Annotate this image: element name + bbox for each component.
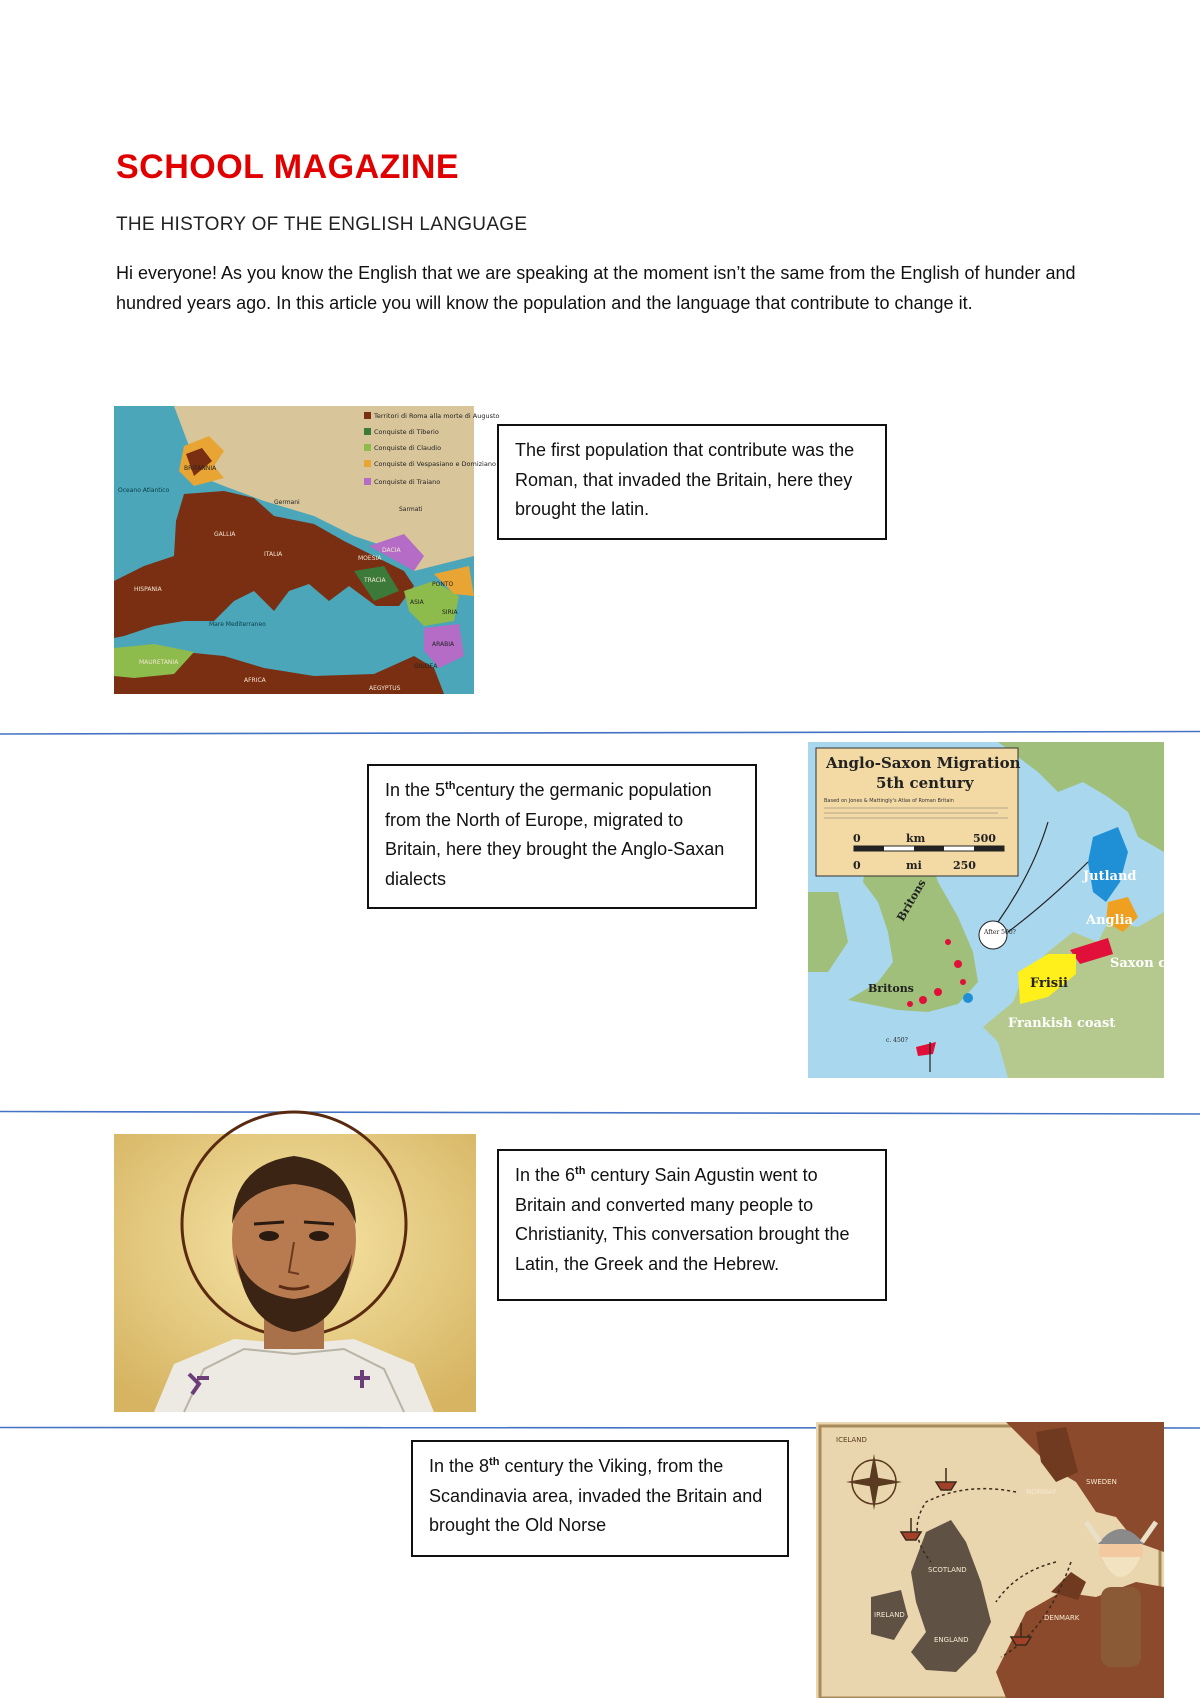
anglo-map-note: Based on Jones & Mattingly's Atlas of Roman Britain (824, 798, 954, 804)
viking-routes-map (816, 1422, 1164, 1698)
caption-vikings (411, 1440, 789, 1557)
caption-vikings-post: century the Viking, from the Scandinavia area, invaded the Britain and brought the Old Norse (429, 1456, 763, 1535)
roman-legend-1: Territori di Roma alla morte di Augusto (374, 412, 500, 420)
roman-label: Germani (274, 499, 300, 506)
caption-anglo-pre: In the 5 (385, 780, 446, 800)
roman-label: AFRICA (244, 677, 266, 684)
roman-label: MAURETANIA (139, 659, 179, 666)
roman-label: BRITANNIA (184, 465, 217, 472)
saint-augustine-icon-painting (114, 1134, 476, 1412)
viking-label: ENGLAND (934, 1636, 969, 1644)
roman-label: TRACIA (364, 577, 386, 584)
anglo-label-c450: c. 450? (886, 1037, 908, 1044)
roman-legend-4: Conquiste di Vespasiano e Domiziano (374, 460, 496, 468)
roman-legend-3: Conquiste di Claudio (374, 444, 442, 452)
roman-label: Sarmati (399, 506, 423, 513)
viking-label: IRELAND (874, 1611, 905, 1619)
roman-label: GIUDEA (414, 663, 438, 670)
caption-roman (497, 424, 887, 540)
roman-label: Mare Mediterraneo (209, 621, 266, 628)
roman-label: PONTO (432, 581, 454, 588)
roman-label: ITALIA (264, 551, 283, 558)
viking-label: ICELAND (836, 1436, 867, 1444)
roman-legend-2: Conquiste di Tiberio (374, 428, 439, 436)
section-divider (0, 1102, 1200, 1106)
anglo-label-after: After 500? (984, 929, 1016, 936)
caption-anglo-sup: th (445, 780, 456, 792)
roman-label: GALLIA (214, 531, 236, 538)
anglo-label-britons: Britons (894, 877, 929, 924)
roman-label: ARABIA (432, 641, 455, 648)
anglo-scale-km-0: 0 (853, 832, 861, 845)
anglo-label-frankish: Frankish coast (1008, 1016, 1116, 1031)
anglo-scale-km-500: 500 (973, 832, 996, 845)
caption-roman-text: The first population that contribute was the Roman, that invaded the Britain, here they brought the latin. (515, 440, 855, 519)
roman-label: DACIA (382, 547, 401, 554)
roman-label: MOESIA (358, 555, 382, 562)
caption-anglo-saxon (367, 764, 757, 909)
caption-saint-augustine (497, 1149, 887, 1301)
viking-label: DENMARK (1044, 1614, 1080, 1622)
anglo-map-subtitle: 5th century (876, 774, 974, 792)
magazine-title: SCHOOL MAGAZINE (116, 148, 460, 186)
anglo-scale-mi-0: 0 (853, 859, 861, 872)
roman-legend-5: Conquiste di Traiano (374, 478, 441, 486)
roman-label: HISPANIA (134, 586, 162, 593)
section-divider (0, 722, 1200, 726)
anglo-scale-mi-250: 250 (953, 859, 976, 872)
anglo-label-saxon-coast: Saxon coast (1110, 956, 1197, 971)
roman-label: Oceano Atlantico (118, 487, 170, 494)
anglo-label-britons: Britons (868, 982, 914, 995)
anglo-label-jutland: Jutland (1083, 869, 1137, 884)
roman-label: ASIA (410, 599, 424, 606)
anglo-label-frisii: Frisii (1030, 976, 1068, 991)
section-divider (0, 1417, 1200, 1421)
viking-label: SCOTLAND (928, 1566, 967, 1574)
viking-label: SWEDEN (1086, 1478, 1117, 1486)
anglo-saxon-migration-map (808, 742, 1197, 1078)
caption-augustine-pre: In the 6 (515, 1165, 576, 1185)
roman-label: SIRIA (442, 609, 458, 616)
viking-label: NORWAY (1026, 1488, 1057, 1496)
roman-empire-map (114, 406, 500, 694)
anglo-label-anglia: Anglia (1086, 913, 1133, 928)
anglo-scale-km-label: km (906, 832, 926, 845)
article-title: THE HISTORY OF THE ENGLISH LANGUAGE (116, 214, 528, 235)
roman-label: AEGYPTUS (369, 685, 401, 692)
caption-augustine-post: century Sain Agustin went to Britain and converted many people to Christianity, This conversation brought the Latin, the Greek and the Hebrew. (515, 1165, 850, 1274)
anglo-scale-mi-label: mi (906, 859, 922, 872)
anglo-map-title: Anglo-Saxon Migration (826, 754, 1021, 772)
caption-anglo-post: century the germanic population from the North of Europe, migrated to Britain, here they brought the Anglo-Saxan dialects (385, 780, 725, 889)
caption-augustine-sup: th (575, 1165, 586, 1177)
caption-vikings-sup: th (489, 1456, 500, 1468)
caption-vikings-pre: In the 8 (429, 1456, 490, 1476)
intro-paragraph: Hi everyone! As you know the English that we are speaking at the moment isn’t the same from the English of hunder and hundred years ago. In this article you will know the population and the language that contribute to change it. (116, 263, 1076, 313)
